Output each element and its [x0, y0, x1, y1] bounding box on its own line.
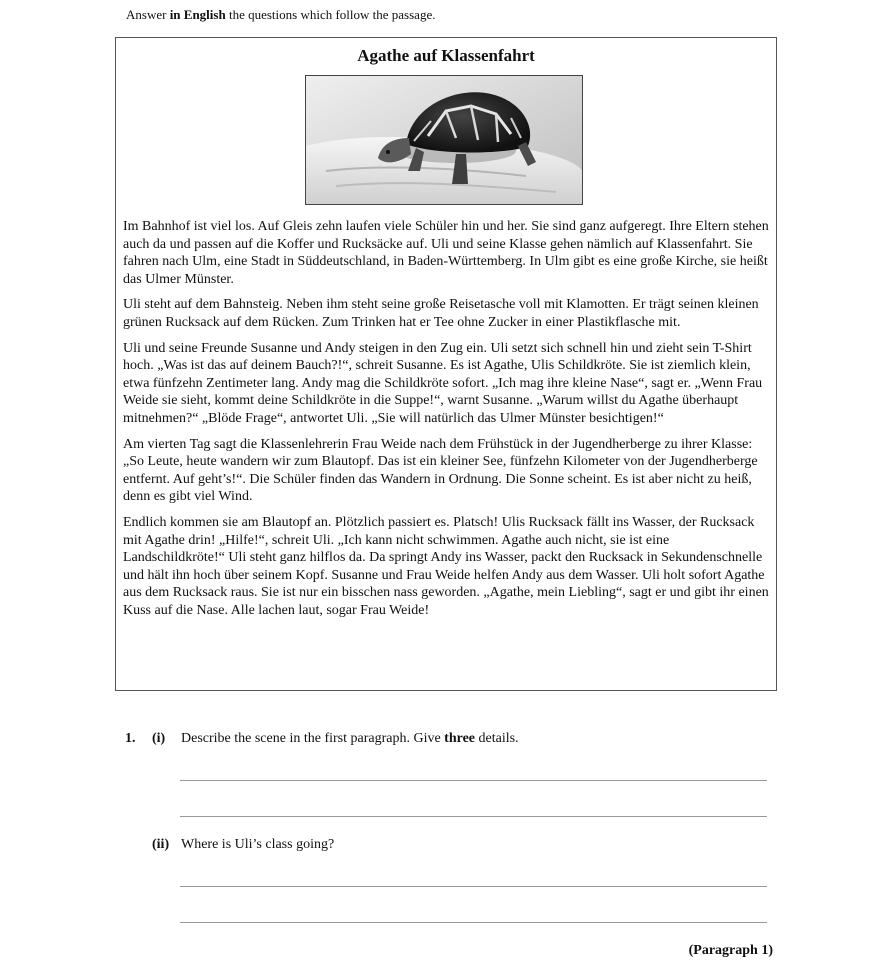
question-i-text	[181, 731, 519, 747]
question-part-ii: (ii)	[152, 837, 170, 852]
tortoise-photo	[305, 75, 583, 205]
instructions	[126, 7, 435, 23]
instruction-suffix: the questions which follow the passage.	[225, 7, 436, 22]
passage-paragraph-5: Endlich kommen sie am Blautopf an. Plötzlich passiert es. Platsch! Ulis Rucksack fällt ins Wasser, der Rucksack mit Agathe drin! „Hilfe!“, schreit Uli. „Ich kann nicht schwimmen. Agathe auch nicht, sie ist eine Landschildkröte!“ Uli steht ganz hilflos da. Da springt Andy ins Wasser, packt den Rucksack in Sekundenschnelle und hält ihn hoch über seinem Kopf. Susanne und Frau Weide helfen Andy aus dem Wasser. Uli holt sofort Agathe aus dem Rucksack raus. Sie ist nur ein bisschen nass geworden. „Agathe, mein Liebling“, sagt er und gibt ihr einen Kuss auf die Nase. Alle lachen laut, sogar Frau Weide!	[123, 514, 769, 618]
passage-paragraph-4: Am vierten Tag sagt die Klassenlehrerin Frau Weide nach dem Frühstück in der Jugendherberge zu ihrer Klasse: „So Leute, heute wandern wir zum Blautopf. Das ist ein kleiner See, fünfzehn Kilometer von der Jugendherberge entfernt. Auf geht’s!“. Die Schüler finden das Wandern in Ordnung. Die Sonne scheint. Es ist aber nicht zu heiß, denn es gibt viel Wind.	[123, 436, 758, 505]
answer-line-ii-2[interactable]	[180, 922, 767, 923]
instruction-emphasis: in English	[169, 7, 226, 22]
question-i-suffix: details.	[475, 731, 519, 746]
question-number: 1.	[125, 731, 136, 746]
reading-passage	[115, 37, 777, 691]
answer-line-i-2[interactable]	[180, 816, 767, 817]
instruction-prefix: Answer	[126, 7, 170, 22]
question-part-i: (i)	[152, 731, 166, 746]
passage-body	[123, 218, 773, 627]
passage-title: Agathe auf Klassenfahrt	[357, 46, 535, 65]
answer-line-i-1[interactable]	[180, 780, 767, 781]
passage-paragraph-1: Im Bahnhof ist viel los. Auf Gleis zehn laufen viele Schüler hin und her. Sie sind ganz aufgeregt. Ihre Eltern stehen auch da und passen auf die Koffer und Rucksäcke auf. Uli und seine Klasse gehen nämlich auf Klassenfahrt. Sie fahren nach Ulm, eine Stadt in Süddeutschland, in Baden-Württemberg. In Ulm gibt es eine große Kirche, sie heißt das Ulmer Münster.	[123, 219, 769, 287]
question-i-emphasis: three	[444, 731, 476, 746]
question-ii-text: Where is Uli’s class going?	[181, 837, 335, 852]
answer-line-ii-1[interactable]	[180, 886, 767, 887]
passage-paragraph-3: Uli und seine Freunde Susanne und Andy steigen in den Zug ein. Uli setzt sich schnell hin und zieht sein T-Shirt hoch. „Was ist das auf deinem Bauch?!“, schreit Susanne. Es ist Agathe, Ulis Schildkröte. Sie ist ziemlich klein, etwa fünfzehn Zentimeter lang. Andy mag die Schildkröte sofort. „Ich mag ihre kleine Nase“, sagt er. „Wenn Frau Weide sie sieht, kommt deine Schildkröte in die Suppe!“, warnt Susanne. „Warum willst du Agathe überhaupt mitnehmen?“ „Blöde Frage“, antwortet Uli. „Sie will natürlich das Ulmer Münster besichtigen!“	[123, 340, 763, 426]
passage-paragraph-2: Uli steht auf dem Bahnsteig. Neben ihm steht seine große Reisetasche voll mit Klamotten. Er trägt seinen kleinen grünen Rucksack auf dem Rücken. Zum Trinken hat er Tee ohne Zucker in einer Plastikflasche mit.	[123, 297, 759, 330]
question-i-prefix: Describe the scene in the first paragraph. Give	[181, 731, 445, 746]
paragraph-reference: (Paragraph 1)	[688, 943, 773, 958]
tortoise-illustration	[306, 76, 583, 205]
